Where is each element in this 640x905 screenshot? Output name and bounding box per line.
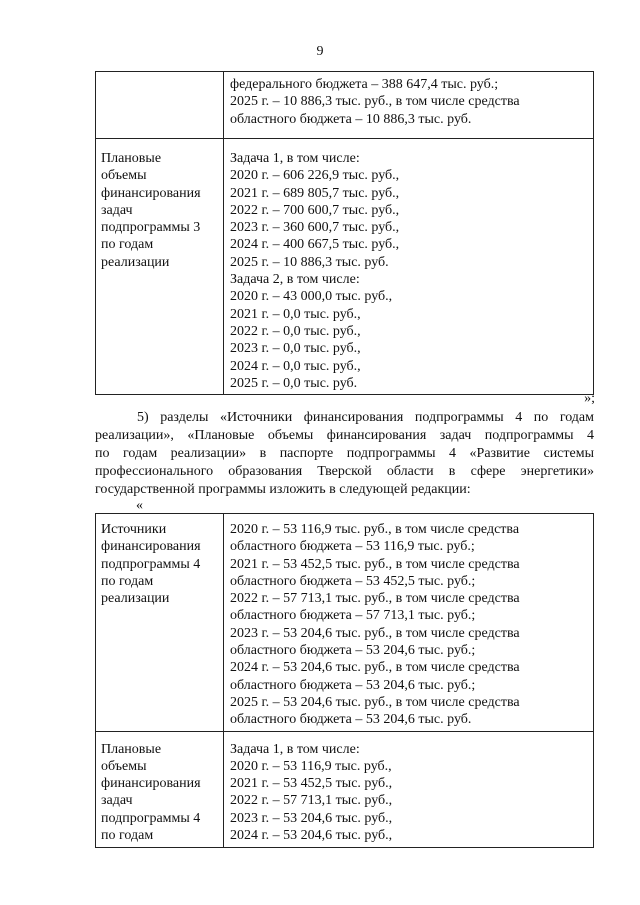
table-value-line: 2021 г. – 689 805,7 тыс. руб., — [230, 185, 400, 201]
table-value-line: 2020 г. – 43 000,0 тыс. руб., — [230, 289, 393, 305]
table-label-line: подпрограммы 3 — [101, 220, 201, 236]
table-label-line: реализации — [101, 254, 170, 270]
table-value-line: Задача 1, в том числе: — [230, 741, 360, 757]
subprogram-3-table — [95, 71, 594, 395]
table-value-line: 2022 г. – 57 713,1 тыс. руб., в том числе средства — [230, 591, 520, 607]
table-value-line: областного бюджета – 53 116,9 тыс. руб.; — [230, 539, 475, 555]
table-value-line: 2022 г. – 700 600,7 тыс. руб., — [230, 202, 400, 218]
table-value-line: 2025 г. – 10 886,3 тыс. руб. — [230, 254, 389, 270]
table-label-line: подпрограммы 4 — [101, 810, 201, 826]
table-value-line: 2021 г. – 0,0 тыс. руб., — [230, 306, 361, 322]
table-value-line: 2025 г. – 0,0 тыс. руб. — [230, 375, 358, 391]
table-value-line: 2022 г. – 0,0 тыс. руб., — [230, 323, 361, 339]
table-label-line: задач — [101, 793, 133, 809]
table-label-line: объемы — [101, 168, 147, 184]
paragraph-line: по годам реализации» в паспорте подпрограммы 4 «Развитие системы — [95, 446, 594, 461]
table-value-cell — [224, 514, 594, 732]
table-value-line: 2024 г. – 53 204,6 тыс. руб., — [230, 828, 393, 844]
table-label-cell — [96, 139, 224, 395]
table-value-line: 2020 г. – 53 116,9 тыс. руб., — [230, 758, 392, 774]
table-value-line: 2024 г. – 53 204,6 тыс. руб., в том числе средства — [230, 660, 520, 676]
table-label-line: по годам — [101, 237, 154, 253]
table-value-line: 2023 г. – 360 600,7 тыс. руб., — [230, 220, 400, 236]
subprogram-4-table — [95, 513, 594, 848]
table-label-line: финансирования — [101, 776, 201, 792]
amendment-paragraph — [95, 409, 594, 499]
table-value-line: 2025 г. – 10 886,3 тыс. руб., в том числе средства — [230, 94, 520, 110]
paragraph-line: 5) разделы «Источники финансирования подпрограммы 4 по годам — [137, 410, 594, 425]
table-value-line: областного бюджета – 53 204,6 тыс. руб.; — [230, 677, 476, 693]
table-row — [96, 731, 594, 848]
table-row — [96, 514, 594, 732]
table-value-line: 2024 г. – 400 667,5 тыс. руб., — [230, 237, 400, 253]
table-value-line: 2023 г. – 53 204,6 тыс. руб., в том числе средства — [230, 625, 520, 641]
paragraph-line: реализации», «Плановые объемы финансирования задач подпрограммы 4 — [95, 428, 594, 443]
table-label-line: по годам — [101, 573, 154, 589]
paragraph-line: государственной программы изложить в следующей редакции: — [95, 482, 471, 497]
table-value-line: 2020 г. – 606 226,9 тыс. руб., — [230, 168, 400, 184]
table-value-line: 2024 г. – 0,0 тыс. руб., — [230, 358, 361, 374]
table-label-line: подпрограммы 4 — [101, 556, 201, 572]
table-value-cell — [224, 139, 594, 395]
table-value-line: 2022 г. – 57 713,1 тыс. руб., — [230, 793, 393, 809]
page-number: 9 — [316, 44, 324, 59]
table-value-line: областного бюджета – 57 713,1 тыс. руб.; — [230, 608, 476, 624]
table-value-line: 2021 г. – 53 452,5 тыс. руб., в том числе средства — [230, 556, 520, 572]
table-value-line: областного бюджета – 53 204,6 тыс. руб.; — [230, 643, 476, 659]
table-label-line: финансирования — [101, 185, 201, 201]
table-value-line: областного бюджета – 10 886,3 тыс. руб. — [230, 111, 472, 127]
table-label-line: объемы — [101, 758, 147, 774]
table-value-line: областного бюджета – 53 452,5 тыс. руб.; — [230, 573, 476, 589]
closing-quote: »; — [584, 391, 595, 406]
table-label-line: финансирования — [101, 539, 201, 555]
table-row — [96, 72, 594, 139]
paragraph-line: профессионального образования Тверской области в сфере энергетики» — [95, 464, 594, 479]
table-label-cell — [96, 514, 224, 732]
table-label-line: реализации — [101, 591, 170, 607]
table-label-cell — [96, 731, 224, 848]
table-value-line: 2025 г. – 53 204,6 тыс. руб., в том числе средства — [230, 694, 520, 710]
table-value-line: федерального бюджета – 388 647,4 тыс. руб.; — [230, 77, 499, 92]
table-value-cell — [224, 731, 594, 848]
table-label-cell — [96, 72, 224, 139]
table-label-line: задач — [101, 202, 133, 218]
table-label-line: Плановые — [101, 741, 162, 757]
table-value-cell — [224, 72, 594, 139]
table-label-line: Источники — [101, 522, 167, 537]
table-label-line: по годам — [101, 828, 154, 844]
table-value-line: 2023 г. – 53 204,6 тыс. руб., — [230, 810, 393, 826]
table-label-line: Плановые — [101, 151, 162, 166]
table-value-line: 2023 г. – 0,0 тыс. руб., — [230, 341, 361, 357]
table-value-line: Задача 1, в том числе: — [230, 151, 360, 166]
table-value-line: Задача 2, в том числе: — [230, 272, 360, 288]
table-row — [96, 139, 594, 395]
table-value-line: 2020 г. – 53 116,9 тыс. руб., в том числе средства — [230, 522, 520, 537]
table-value-line: 2021 г. – 53 452,5 тыс. руб., — [230, 776, 393, 792]
opening-quote: « — [136, 498, 143, 513]
table-value-line: областного бюджета – 53 204,6 тыс. руб. — [230, 712, 472, 728]
